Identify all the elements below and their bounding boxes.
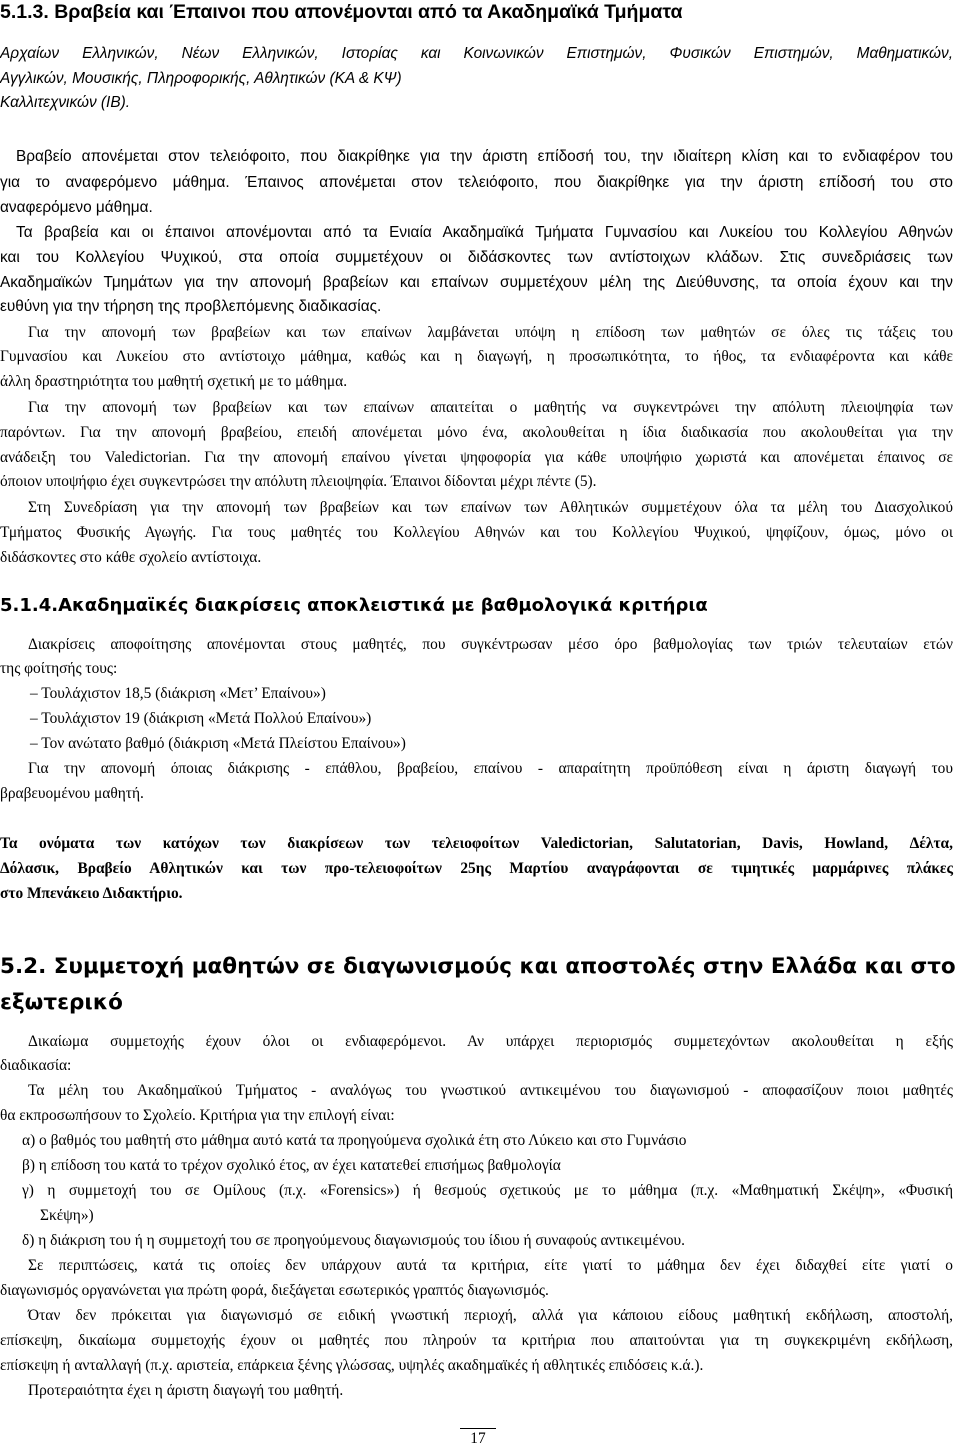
paragraph-line: ευθύνη για την τήρηση της προβλεπόμενης διαδικασίας. bbox=[0, 298, 382, 315]
departments-line-3: Καλλιτεχνικών (ΙΒ). bbox=[0, 94, 130, 111]
paragraph-line: για το αναφερόμενο μάθημα. Έπαινος απονέμεται στον τελειόφοιτο, που διακρίθηκε για την άριστη επίδοσή του στο bbox=[0, 174, 953, 191]
paragraph-line: άλλη δραστηριότητα του μαθητή σχετική με το μάθημα. bbox=[0, 373, 348, 390]
list-item: – Τουλάχιστον 19 (διάκριση «Μετά Πολλού Επαίνου») bbox=[30, 710, 372, 727]
page-number-label: 17 bbox=[460, 1428, 496, 1449]
paragraph-line: Για την απονομή των βραβείων και των επαίνων απαιτείται ο μαθητής να συγκεντρώνει την απόλυτη πλειοψηφία των bbox=[28, 399, 953, 416]
paragraph-line: Για την απονομή των βραβείων και των επαίνων λαμβάνεται υπόψη η επίδοση των μαθητών σε όλες τις τάξεις του bbox=[28, 324, 953, 341]
paragraph-line: διαδικασία: bbox=[0, 1057, 72, 1074]
paragraph-line: διαγωνισμός οργανώνεται για πρώτη φορά, διεξάγεται εσωτερικός γραπτός διαγωνισμός. bbox=[0, 1282, 549, 1299]
paragraph-line: Για την απονομή όποιας διάκρισης - επάθλου, βραβείου, επαίνου - απαραίτητη προϋπόθεση είναι η άριστη διαγωγή του bbox=[28, 760, 953, 777]
paragraph-line: βραβευομένου μαθητή. bbox=[0, 785, 144, 802]
paragraph-line: επίσκεψη ή ανταλλαγή (π.χ. αριστεία, επάρκεια ξένης γλώσσας, υψηλές ακαδημαϊκές ή αθλητικές επιδόσεις κ.ά.). bbox=[0, 1357, 704, 1374]
paragraph-line: παρόντων. Για την απονομή βραβείου, επειδή απονέμεται μόνο ένα, ακολουθείται η ίδια διαδικασία που ακολουθείται για την bbox=[0, 424, 953, 441]
paragraph-line: Δικαίωμα συμμετοχής έχουν όλοι οι ενδιαφερόμενοι. Αν υπάρχει περιορισμός συμμετεχόντων ακολουθείται η εξής bbox=[28, 1033, 953, 1050]
paragraph-line: Τα μέλη του Ακαδημαϊκού Τμήματος - αναλόγως του γνωστικού αντικειμένου του διαγωνισμού - αποφασίζουν ποιοι μαθητές bbox=[28, 1082, 953, 1099]
list-item: – Τουλάχιστον 18,5 (διάκριση «Μετ’ Επαίνου») bbox=[30, 685, 326, 702]
criteria-item: γ) η συμμετοχή του σε Ομίλους (π.χ. «Forensics») ή θεσμούς σχετικούς με το μάθημα (π.χ. «Μαθηματική Σκέψη», «Φυσική bbox=[22, 1182, 953, 1199]
paragraph-line: επίσκεψη, δικαίωμα συμμετοχής έχουν οι μαθητές που πληρούν τα κριτήρια που απαιτούνται για τη συγκεκριμένη εκδήλωση, bbox=[0, 1332, 953, 1349]
bold-paragraph-line: Δόλασικ, Βραβείο Αθλητικών και των προ-τελειοφοίτων 25ης Μαρτίου αναγράφονται σε τιμητικές μαρμάρινες πλάκες bbox=[0, 860, 953, 877]
paragraph-line: αναφερόμενο μάθημα. bbox=[0, 199, 153, 216]
paragraph-line: διδάσκοντες στο κάθε σχολείο αντίστοιχα. bbox=[0, 549, 262, 566]
paragraph-line: Βραβείο απονέμεται στον τελειόφοιτο, που διακρίθηκε για την άριστη επίδοσή του, την ιδιαίτερη κλίση και το ενδιαφέρον του bbox=[16, 148, 953, 165]
paragraph-line: θα εκπροσωπήσουν το Σχολείο. Κριτήρια για την επιλογή είναι: bbox=[0, 1107, 395, 1124]
section-heading-5-1-3: 5.1.3. Βραβεία και Έπαινοι που απονέμονται από τα Ακαδημαϊκά Τμήματα bbox=[0, 1, 683, 23]
paragraph-line: Τμήματος Φυσικής Αγωγής. Για τους μαθητές του Κολλεγίου Αθηνών και του Κολλεγίου Ψυχικού, ψηφίζουν, όμως, μόνο οι bbox=[0, 524, 953, 541]
paragraph-line: Διακρίσεις αποφοίτησης απονέμονται στους μαθητές, που συγκέντρωσαν μέσο όρο βαθμολογίας των τριών τελευταίων ετών bbox=[28, 636, 953, 653]
paragraph-line: Προτεραιότητα έχει η άριστη διαγωγή του μαθητή. bbox=[28, 1382, 344, 1399]
departments-line-1: Αρχαίων Ελληνικών, Νέων Ελληνικών, Ιστορίας και Κοινωνικών Επιστημών, Φυσικών Επιστημών, Μαθηματικών, bbox=[0, 45, 953, 62]
paragraph-line: της φοίτησής τους: bbox=[0, 660, 118, 677]
paragraph-line: Όταν δεν πρόκειται για διαγωνισμό σε ειδική γνωστική περιοχή, αλλά για κάποιου είδους μαθητική εκδήλωση, αποστολή, bbox=[28, 1307, 953, 1324]
section-heading-5-1-4: 5.1.4.Ακαδημαϊκές διακρίσεις αποκλειστικά με βαθμολογικά κριτήρια bbox=[0, 595, 708, 616]
paragraph-line: όποιον υποψήφιο έχει συγκεντρώσει την απόλυτη πλειοψηφία. Έπαινοι δίδονται μέχρι πέντε (5). bbox=[0, 473, 597, 490]
page-number bbox=[0, 1427, 960, 1451]
paragraph-line: ανάδειξη του Valedictorian. Για την απονομή επαίνου γίνεται ψηφοφορία για κάθε υποψήφιο χωριστά και απονέμεται έπαινος σε bbox=[0, 449, 953, 466]
section-heading-5-2-cont: εξωτερικό bbox=[0, 990, 123, 1015]
criteria-item: β) η επίδοση του κατά το τρέχον σχολικό έτος, αν έχει κατατεθεί επισήμως βαθμολογία bbox=[22, 1157, 561, 1174]
criteria-item-cont: Σκέψη») bbox=[40, 1207, 94, 1224]
paragraph-line: Ακαδημαϊκών Τμημάτων για την απονομή βραβείων και επαίνων συμμετέχουν μέλη της Διεύθυνσης, τα οποία έχουν και την bbox=[0, 274, 953, 291]
section-heading-5-2: 5.2. Συμμετοχή μαθητών σε διαγωνισμούς και αποστολές στην Ελλάδα και στο bbox=[0, 954, 956, 979]
criteria-item: δ) η διάκριση του ή η συμμετοχή του σε προηγούμενους διαγωνισμούς του ίδιου ή συναφούς αντικειμένου. bbox=[22, 1232, 686, 1249]
paragraph-line: Στη Συνεδρίαση για την απονομή των βραβείων και των επαίνων των Αθλητικών συμμετέχουν όλα τα μέλη του Διασχολικού bbox=[28, 499, 953, 516]
criteria-item: α) ο βαθμός του μαθητή στο μάθημα αυτό κατά τα προηγούμενα σχολικά έτη στο Λύκειο και στο Γυμνάσιο bbox=[22, 1132, 687, 1149]
paragraph-line: και του Κολλεγίου Ψυχικού, στα οποία συμμετέχουν οι διδάσκοντες των αντίστοιχων κλάδων. Στις συνεδριάσεις των bbox=[0, 249, 953, 266]
departments-line-2: Αγγλικών, Μουσικής, Πληροφορικής, Αθλητικών (ΚΑ & ΚΨ) bbox=[0, 70, 402, 87]
paragraph-line: Σε περιπτώσεις, κατά τις οποίες δεν υπάρχουν αυτά τα κριτήρια, είτε γιατί το μάθημα δεν έχει διδαχθεί είτε γιατί ο bbox=[28, 1257, 953, 1274]
bold-paragraph-line: στο Μπενάκειο Διδακτήριο. bbox=[0, 885, 183, 902]
paragraph-line: Τα βραβεία και οι έπαινοι απονέμονται από τα Ενιαία Ακαδημαϊκά Τμήματα Γυμνασίου και Λυκείου του Κολλεγίου Αθηνών bbox=[16, 224, 953, 241]
paragraph-line: Γυμνασίου και Λυκείου στο αντίστοιχο μάθημα, καθώς και η διαγωγή, η προσωπικότητα, το ήθος, τα ενδιαφέροντα και κάθε bbox=[0, 348, 953, 365]
list-item: – Τον ανώτατο βαθμό (διάκριση «Μετά Πλείστου Επαίνου») bbox=[30, 735, 406, 752]
bold-paragraph-line: Τα ονόματα των κατόχων των διακρίσεων των τελειοφοίτων Valedictorian, Salutatorian, Davis, Howland, Δέλτα, bbox=[0, 835, 953, 852]
